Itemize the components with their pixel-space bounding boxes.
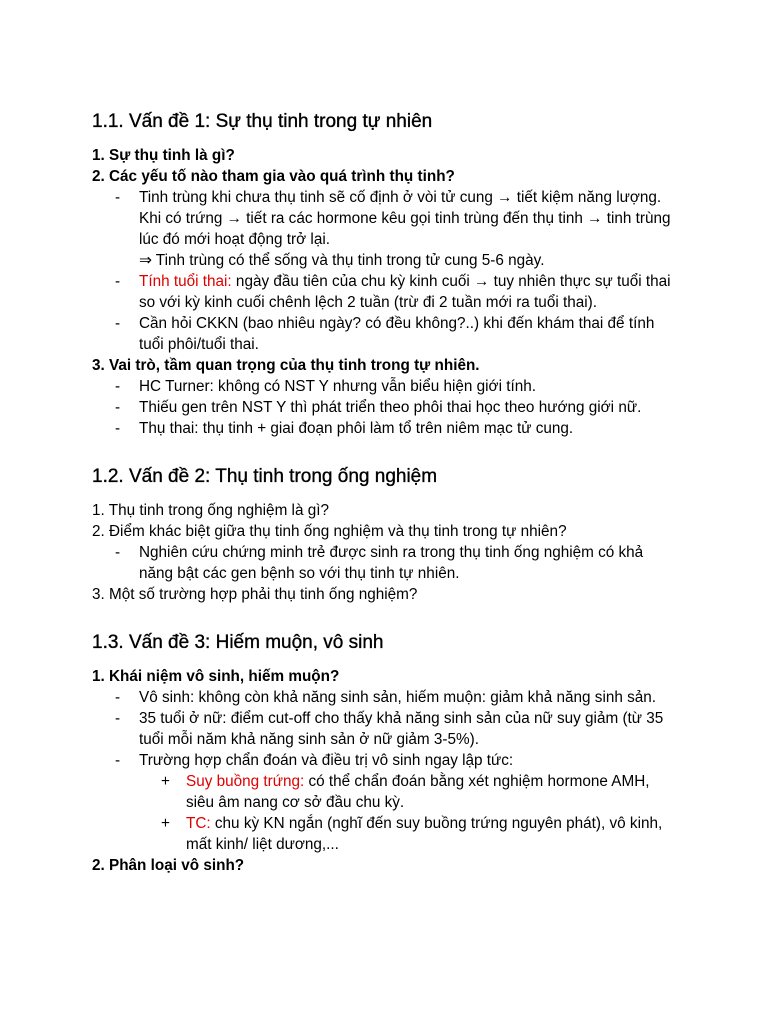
section-heading: 1.2. Vấn đề 2: Thụ tinh trong ống nghiệm xyxy=(92,466,438,487)
section-infertility xyxy=(92,631,678,876)
bullet-list xyxy=(92,187,678,355)
list-item xyxy=(92,271,678,313)
list-item: - Nghiên cứu chứng minh trẻ được sinh ra trong thụ tinh ống nghiệm có khả năng bật các gen bệnh so với thụ tinh tự nhiên. xyxy=(92,542,678,584)
list-item xyxy=(92,187,678,271)
sub-list-item xyxy=(92,771,678,813)
highlight-term: Tính tuổi thai: xyxy=(139,273,232,290)
question: 2. Phân loại vô sinh? xyxy=(92,857,245,874)
list-item: - 35 tuổi ở nữ: điểm cut-off cho thấy khả năng sinh sản của nữ suy giảm (từ 35 tuổi mỗi năm khả năng sinh sản ở nữ giảm 3-5%). xyxy=(92,708,678,750)
list-item: - Thiếu gen trên NST Y thì phát triển theo phôi thai học theo hướng giới nữ. xyxy=(92,397,678,418)
bullet-list xyxy=(92,542,678,584)
question: 3. Vai trò, tầm quan trọng của thụ tinh trong tự nhiên. xyxy=(92,357,480,374)
question: 1. Khái niệm vô sinh, hiếm muộn? xyxy=(92,668,340,685)
list-item: - Thụ thai: thụ tinh + giai đoạn phôi làm tổ trên niêm mạc tử cung. xyxy=(92,418,678,439)
list-item-text: có thể chẩn đoán bằng xét nghiệm hormone AMH, siêu âm nang cơ sở đầu chu kỳ. xyxy=(186,773,650,811)
sub-list-item xyxy=(92,813,678,855)
list-item-text: ngày đầu tiên của chu kỳ kinh cuối → tuy nhiên thực sự tuổi thai so với kỳ kinh cuối chênh lệch 2 tuần (trừ đi 2 tuần mới ra tuổi thai). xyxy=(139,273,671,311)
section-ivf xyxy=(92,465,678,605)
list-item-text: Tinh trùng khi chưa thụ tinh sẽ cố định ở vòi tử cung → tiết kiệm năng lượng. Khi có trứng → tiết ra các hormone kêu gọi tinh trùng đến thụ tinh → tinh trùng lúc đó mới hoạt động trở lại. xyxy=(139,189,671,248)
section-heading: 1.3. Vấn đề 3: Hiếm muộn, vô sinh xyxy=(92,632,384,653)
list-item-text: chu kỳ KN ngắn (nghĩ đến suy buồng trứng nguyên phát), vô kinh, mất kinh/ liệt dương,... xyxy=(186,815,663,853)
highlight-term: TC: xyxy=(186,815,211,832)
bullet-list xyxy=(92,376,678,439)
list-item: - HC Turner: không có NST Y nhưng vẫn biểu hiện giới tính. xyxy=(92,376,678,397)
question: 3. Một số trường hợp phải thụ tinh ống nghiệm? xyxy=(92,586,418,603)
list-item-note: ⇒ Tinh trùng có thể sống và thụ tinh trong tử cung 5-6 ngày. xyxy=(139,252,545,269)
question: 2. Điểm khác biệt giữa thụ tinh ống nghiệm và thụ tinh trong tự nhiên? xyxy=(92,523,567,540)
list-item: - Trường hợp chẩn đoán và điều trị vô sinh ngay lập tức: xyxy=(92,750,678,771)
list-item-text: Cần hỏi CKKN (bao nhiêu ngày? có đều không?..) khi đến khám thai để tính tuổi phôi/tuổi thai. xyxy=(139,315,655,353)
question: 1. Thụ tinh trong ống nghiệm là gì? xyxy=(92,502,329,519)
question: 1. Sự thụ tinh là gì? xyxy=(92,147,235,164)
list-item: - Vô sinh: không còn khả năng sinh sản, hiếm muộn: giảm khả năng sinh sản. xyxy=(92,687,678,708)
list-item xyxy=(92,313,678,355)
highlight-term: Suy buồng trứng: xyxy=(186,773,305,790)
question: 2. Các yếu tố nào tham gia vào quá trình thụ tinh? xyxy=(92,168,455,185)
bullet-list xyxy=(92,687,678,855)
section-heading: 1.1. Vấn đề 1: Sự thụ tinh trong tự nhiên xyxy=(92,111,433,132)
section-natural-fertilization xyxy=(92,0,678,439)
